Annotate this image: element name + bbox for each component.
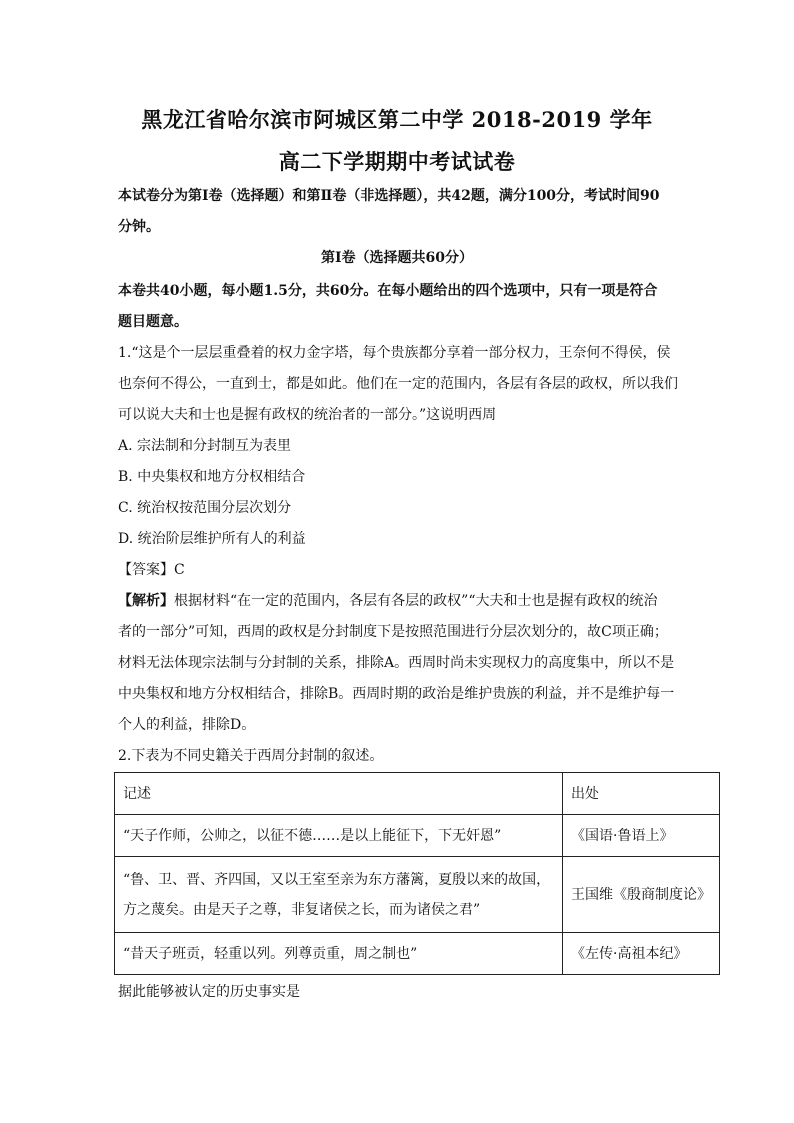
analysis-text: 根据材料“在一定的范围内，各层有各层的政权”“大夫和士也是握有政权的统治: [174, 593, 658, 609]
table-cell-source: 王国维《殷商制度论》: [563, 857, 720, 933]
q1-stem-line-3: 可以说大夫和士也是握有政权的统治者的一部分。”这说明西周: [118, 407, 497, 423]
table-row: [115, 815, 720, 857]
q1-analysis-line-1: [118, 591, 688, 611]
q1-answer: 【答案】C: [118, 562, 185, 578]
exam-title-line2: 高二下学期期中考试试卷: [278, 149, 516, 174]
q1-analysis-line-2: 者的一部分”可知，西周的政权是分封制度下是按照范围进行分层次划分的，故C项正确；: [118, 624, 668, 640]
q2-stem: 2.下表为不同史籍关于西周分封制的叙述。: [118, 748, 384, 764]
table-cell-record: “鲁、卫、晋、齐四国，又以王室至亲为东方藩篱，夏殷以来的故国，方之蔑矣。由是天子之尊，非复诸侯之长，而为诸侯之君”: [115, 857, 563, 933]
q1-analysis-line-3: 材料无法体现宗法制与分封制的关系，排除A。西周时尚未实现权力的高度集中，所以不是: [118, 655, 675, 671]
analysis-label: 【解析】: [118, 593, 174, 609]
q1-analysis-line-4: 中央集权和地方分权相结合，排除B。西周时期的政治是维护贵族的利益，并不是维护每一: [118, 686, 675, 702]
q1-option-c: C. 统治权按范围分层次划分: [118, 500, 292, 516]
section-instructions-line-2: 题目题意。: [118, 314, 188, 330]
table-cell-source: 《左传·高祖本纪》: [563, 933, 720, 975]
q1-analysis-line-5: 个人的利益，排除D。: [118, 717, 256, 733]
q1-option-d: D. 统治阶层维护所有人的利益: [118, 531, 306, 547]
table-cell-record: “天子作师，公帅之，以征不德……是以上能征下，下无奸恩”: [115, 815, 563, 857]
exam-title-line1: 黑龙江省哈尔滨市阿城区第二中学 2018-2019 学年: [141, 107, 653, 132]
table-header-row: [115, 773, 720, 815]
table-cell-source: 《国语·鲁语上》: [563, 815, 720, 857]
q1-stem-line-2: 也奈何不得公，一直到士，都是如此。他们在一定的范围内，各层有各层的政权，所以我们: [118, 376, 678, 392]
table-header-source: 出处: [563, 773, 720, 815]
table-row: [115, 933, 720, 975]
q1-stem-line-1: 1.“这是个一层层重叠着的权力金字塔，每个贵族都分享着一部分权力，王奈何不得侯，侯: [118, 345, 671, 361]
table-row: [115, 857, 720, 933]
section-heading: 第Ⅰ卷（选择题共60分）: [320, 250, 474, 266]
source-table: [114, 772, 720, 975]
intro-line-1: 本试卷分为第Ⅰ卷（选择题）和第Ⅱ卷（非选择题），共42题，满分100分，考试时间90: [118, 188, 660, 204]
intro-line-2: 分钟。: [118, 219, 160, 235]
q2-question: 据此能够被认定的历史事实是: [118, 984, 300, 1000]
section-instructions-line-1: 本卷共40小题，每小题1.5分，共60分。在每小题给出的四个选项中，只有一项是符合: [118, 283, 658, 299]
table-header-record: 记述: [115, 773, 563, 815]
table-cell-record: “昔天子班贡，轻重以列。列尊贡重，周之制也”: [115, 933, 563, 975]
q1-option-b: B. 中央集权和地方分权相结合: [118, 469, 306, 485]
q1-option-a: A. 宗法制和分封制互为表里: [118, 438, 292, 454]
